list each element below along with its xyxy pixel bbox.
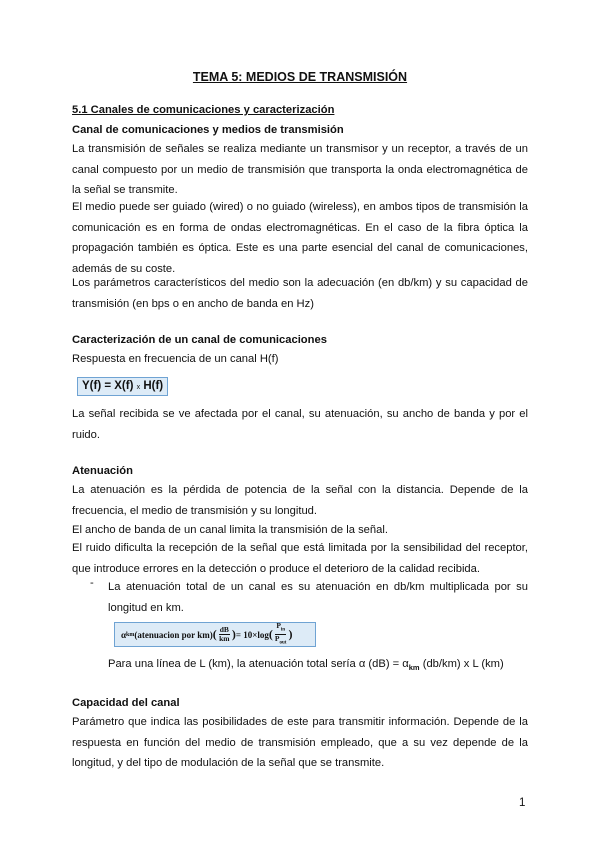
line-respuesta-frecuencia: Respuesta en frecuencia de un canal H(f) [72,353,279,365]
heading-atenuacion: Atenuación [72,465,133,477]
paragraph-ruido: El ruido dificulta la recepción de la señal que está limitada por la sensibilidad del receptor, que introduce errores en la detección o produce el deterioro de la calidad recibida. [72,542,528,575]
paragraph-ancho-banda: El ancho de banda de un canal limita la transmisión de la señal. [72,524,388,536]
equation-box-yxh: Y(f) = X(f) x H(f) [77,377,168,396]
heading-caracterizacion: Caracterización de un canal de comunicaciones [72,334,327,346]
paragraph-parametros: Los parámetros característicos del medio son la adecuación (en db/km) y su capacidad de transmisión (en bps o en ancho de banda en Hz) [72,277,528,310]
paragraph-atenuacion: La atenuación es la pérdida de potencia de la señal con la distancia. Depende de la frecuencia, el medio de transmisión y su longitud. [72,484,528,517]
bullet-dash: - [90,577,94,589]
subheading-canal-medios: Canal de comunicaciones y medios de transmisión [72,124,344,136]
section-heading-canales: 5.1 Canales de comunicaciones y caracterización [72,104,335,116]
page-number: 1 [519,797,526,809]
bullet-atenuacion-total: La atenuación total de un canal es su atenuación en db/km multiplicada por su longitud en km. [108,581,528,614]
paragraph-capacidad: Parámetro que indica las posibilidades de este para transmitir información. Depende de la respuesta en función del medio de transmisión empleado, que a su vez depende de la longitud, y del tipo de modulación de la señal que se transmite. [72,716,528,770]
paragraph-transmision: La transmisión de señales se realiza mediante un transmisor y un receptor, a través de un canal compuesto por un medio de transmisión que transporta la onda electromagnética de la señal se transmite. [72,143,528,197]
formula-box-atenuacion: α km (atenuacion por km) ( $\frac{dB}{km}$ ) = 10×log ( $\frac{P_{in}}{P_{out}}$ ) [114,622,316,647]
paragraph-senal-recibida: La señal recibida se ve afectada por el canal, su atenuación, su ancho de banda y por el ruido. [72,408,528,441]
heading-capacidad: Capacidad del canal [72,697,180,709]
paragraph-medio: El medio puede ser guiado (wired) o no guiado (wireless), en ambos tipos de transmisión la comunicación es en forma de ondas electromagnéticas. En el caso de la fibra óptica la propagación también es óptica. Este es una parte esencial del canal de comunicaciones, además de su coste. [72,201,528,275]
document-title: TEMA 5: MEDIOS DE TRANSMISIÓN [192,70,408,84]
line-atenuacion-total: Para una línea de L (km), la atenuación total sería α $(dB) = \alpha_{km}$ (db/km) x L (km) [108,658,504,673]
